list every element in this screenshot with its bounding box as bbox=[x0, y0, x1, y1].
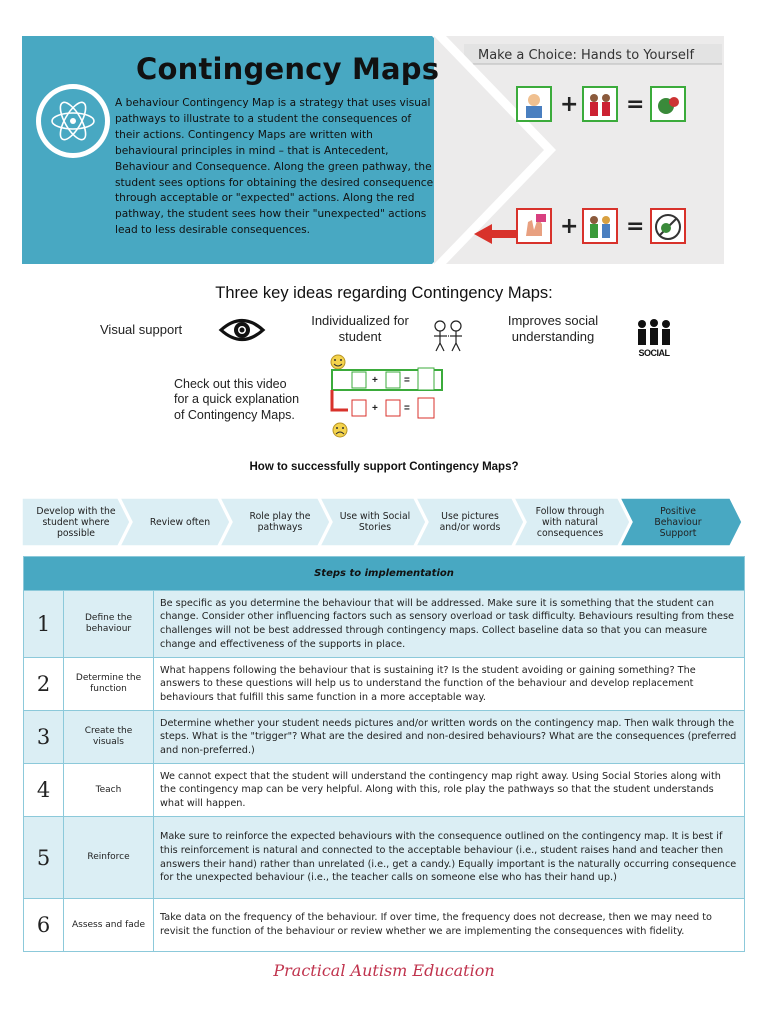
contingency-map-example-image bbox=[434, 36, 724, 264]
step-description: Determine whether your student needs pictures and/or written words on the contingency map. Then walk through the steps. What is the "trigger"? What are the desired and non-desired behaviours? What are the consequences (preferred and non-preferred.) bbox=[154, 711, 745, 764]
atom-badge bbox=[36, 84, 110, 158]
step-number: 4 bbox=[24, 764, 64, 817]
social-icon-text: SOCIAL bbox=[638, 348, 670, 358]
support-step-pictures: Use pictures and/or words bbox=[439, 511, 501, 533]
steps-table-header: Steps to implementation bbox=[24, 557, 745, 591]
step-name: Teach bbox=[64, 764, 154, 817]
step-description: Make sure to reinforce the expected behaviours with the consequence outlined on the contingency map. It is best if this reinforcement is natural and connected to the acceptable behaviour (i.e., student raises hand and teacher then answers their hand) rather than unrelated (i.e., get a candy.) Equally important is the naturally occurring consequence for the unexpected behaviour (i.e., the teacher calls on someone else who has their hand up.) bbox=[154, 817, 745, 899]
key-idea-social-understanding: Improves social understanding bbox=[507, 313, 599, 344]
undesired-consequence-card bbox=[650, 208, 686, 244]
example-image-title: Make a Choice: Hands to Yourself bbox=[478, 48, 695, 63]
step-number: 6 bbox=[24, 899, 64, 952]
expected-behaviour-card bbox=[516, 86, 552, 122]
key-ideas-title: Three key ideas regarding Contingency Maps: bbox=[215, 284, 553, 302]
footer-logo: Practical Autism Education bbox=[273, 961, 495, 980]
step-description: What happens following the behaviour that is sustaining it? Is the student avoiding or gaining something? The answers to these questions will help us to understand the function of the behaviour and develop replacement behaviours that fulfill this same function in a more acceptable way. bbox=[154, 658, 745, 711]
step-number: 5 bbox=[24, 817, 64, 899]
step-number: 1 bbox=[24, 591, 64, 658]
intro-paragraph: A behaviour Contingency Map is a strategy that uses visual pathways to illustrate to a student the consequences of their actions. Contingency Maps are written with behavioural principles in mind – that is Antecedent, Behaviour and Consequence. Along the green pathway, the student sees options for obtaining the desired consequence through acceptable or "expected" actions. Along the red pathway, the student sees how their "unexpected" actions lead to less desirable consequences. bbox=[115, 97, 434, 237]
step-number: 2 bbox=[24, 658, 64, 711]
key-idea-visual-support: Visual support bbox=[100, 322, 183, 337]
plus-symbol: + bbox=[560, 92, 579, 117]
social-icon bbox=[636, 318, 672, 364]
support-step-role-play: Role play the pathways bbox=[249, 511, 311, 533]
step-description: Take data on the frequency of the behaviour. If over time, the frequency does not decrease, then we may need to revisit the function of the behaviour or review whether we are implementing the consequences with fidelity. bbox=[154, 899, 745, 952]
support-step-social-stories: Use with Social Stories bbox=[339, 511, 411, 533]
equals-symbol: = bbox=[626, 214, 645, 239]
step-name: Define the behaviour bbox=[64, 591, 154, 658]
step-description: Be specific as you determine the behaviour that will be addressed. Make sure it is something that the student can change. Consider other influencing factors such as sensory overload or task difficulty. Behaviours resulting from these challenges will not be best addressed through contingency maps. Collect baseline data so that you can measure change and effectiveness of the supports in place. bbox=[154, 591, 745, 658]
table-row bbox=[24, 711, 745, 764]
how-to-title: How to successfully support Contingency Maps? bbox=[249, 461, 519, 473]
equals-symbol: = bbox=[626, 92, 645, 117]
svg-text:=: = bbox=[404, 403, 410, 414]
svg-text:+: + bbox=[372, 403, 378, 414]
support-step-review: Review often bbox=[149, 516, 211, 528]
plus-symbol: + bbox=[560, 214, 579, 239]
support-step-develop: Develop with the student where possible bbox=[36, 505, 116, 539]
unexpected-action-card bbox=[582, 208, 618, 244]
table-row bbox=[24, 764, 745, 817]
step-name: Create the visuals bbox=[64, 711, 154, 764]
atom-icon bbox=[36, 84, 110, 158]
step-name: Assess and fade bbox=[64, 899, 154, 952]
support-step-follow-through: Follow through with natural consequences bbox=[535, 505, 605, 539]
video-callout: Check out this video for a quick explanation of Contingency Maps. bbox=[174, 377, 300, 422]
unexpected-behaviour-card bbox=[516, 208, 552, 244]
step-name: Reinforce bbox=[64, 817, 154, 899]
table-row bbox=[24, 817, 745, 899]
step-description: We cannot expect that the student will understand the contingency map right away. Using Social Stories along with the contingency map can be very helpful. Along with this, role play the pathways so that the student understands what will happen. bbox=[154, 764, 745, 817]
key-idea-individualized: Individualized for student bbox=[311, 313, 409, 344]
page-title: Contingency Maps bbox=[136, 52, 440, 86]
svg-text:=: = bbox=[404, 375, 410, 386]
svg-text:+: + bbox=[372, 375, 378, 386]
steps-table bbox=[23, 556, 745, 952]
table-row bbox=[24, 899, 745, 952]
table-row bbox=[24, 591, 745, 658]
table-row bbox=[24, 658, 745, 711]
expected-action-card bbox=[582, 86, 618, 122]
support-step-pbs: Positive Behaviour Support bbox=[654, 505, 702, 539]
step-name: Determine the function bbox=[64, 658, 154, 711]
people-icon bbox=[431, 319, 465, 353]
desired-consequence-card bbox=[650, 86, 686, 122]
step-number: 3 bbox=[24, 711, 64, 764]
eye-icon bbox=[218, 315, 266, 345]
video-thumbnail[interactable] bbox=[328, 354, 446, 440]
